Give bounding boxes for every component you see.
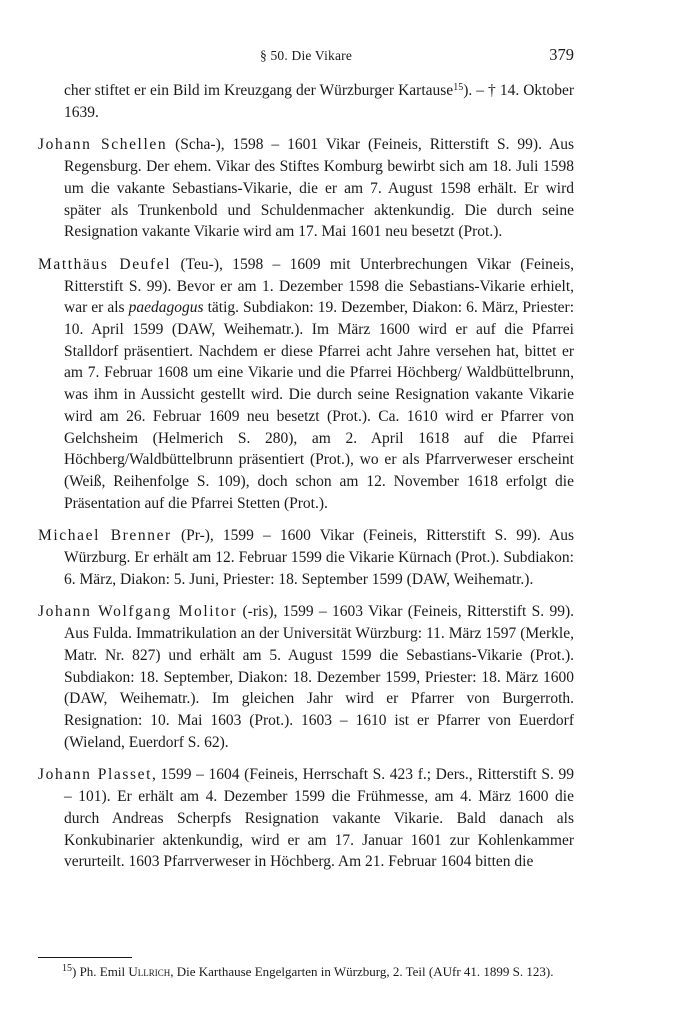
footnote: [38, 963, 598, 982]
footnote-author: Ullrich: [128, 964, 171, 979]
entry-name: Johann Wolfgang Molitor: [38, 603, 238, 621]
entry-text: tätig. Subdiakon: 19. Dezember, Diakon: 6. März, Priester: 10. April 1599 (DAW, Weihematr.). Im März 1600 wird er auf die Pfarrei Stalldorf präsentiert. Nachdem er diese Pfarrei acht Jahre versehen hat, bittet er am 7. Februar 1608 um eine Vikarie und die Pfarrei Höchberg/ Waldbüttelbrunn, was ihm in Aussicht gestellt wird. Die durch seine Resignation vakante Vikarie wird am 26. Februar 1609 neu besetzt (Prot.). Ca. 1610 wird er Pfarrer von Gelchsheim (Helmerich S. 280), am 2. April 1618 auf die Pfarrei Höchberg/Waldbüttelbrunn präsentiert (Prot.), wo er als Pfarrverweser erscheint (Weiß, Reihenfolge S. 109), doch schon am 12. November 1618 erfolgt die Präsentation auf die Pfarrei Stetten (Prot.).: [64, 299, 575, 512]
page-header: [38, 44, 574, 64]
entry-italic-term: paedagogus: [128, 299, 204, 317]
entry-text: (Teu-), 1598 – 1609 mit Unterbrechungen Vikar (Feineis, Ritterstift S. 99). Bevor er am 1. Dezember 1598 die Sebastians-Vikarie erhielt, war er als: [64, 255, 575, 317]
page-number: 379: [549, 45, 574, 64]
footnote-marker: 15: [62, 963, 72, 974]
entry-deufel: [38, 254, 574, 514]
entry-text: (Scha-), 1598 – 1601 Vikar (Feineis, Ritterstift S. 99). Aus Regensburg. Der ehem. Vikar des Stiftes Komburg bewirbt sich am 18. Juli 1598 um die vakante Sebastians-Vikarie, die er am 7. August 1598 erhält. Er wird später als Trunkenbold und Schuldenmacher aktenkundig. Die durch seine Resignation vakante Vikarie wird am 17. Mai 1601 neu besetzt (Prot.).: [64, 136, 574, 241]
footnote-reference: 15: [453, 82, 464, 93]
entry-name: Michael Brenner: [38, 527, 172, 545]
continuation-paragraph: [38, 80, 574, 123]
page-body: [38, 80, 574, 884]
continuation-text-a: cher stiftet er ein Bild im Kreuzgang der Würzburger Kartause: [64, 82, 454, 99]
entry-schellen: [38, 134, 574, 243]
footnote-divider: [38, 957, 132, 958]
entry-brenner: [38, 525, 574, 590]
entry-name: Johann Plasset: [38, 766, 153, 784]
continuation-text-b: ). – † 14. Oktober 1639.: [64, 82, 575, 121]
running-head: § 50. Die Vikare: [259, 48, 353, 63]
entry-text: (-ris), 1599 – 1603 Vikar (Feineis, Ritterstift S. 99). Aus Fulda. Immatrikulation an der Universität Würzburg: 11. März 1597 (Merkle, Matr. Nr. 827) und erhält am 5. August 1599 die Sebastians-Vikarie (Prot.). Subdiakon: 18. September, Diakon: 18. Dezember 1599, Priester: 18. März 1600 (DAW, Weihematr.). Im gleichen Jahr wird er Pfarrer von Burgerroth. Resignation: 10. Mai 1603 (Prot.). 1603 – 1610 ist er Pfarrer von Euerdorf (Wieland, Euerdorf S. 62).: [64, 603, 574, 751]
entry-name: Matthäus Deufel: [38, 255, 172, 273]
entry-name: Johann Schellen: [38, 136, 168, 154]
footnote-text-a: ) Ph. Emil: [72, 964, 129, 979]
entry-text: (Pr-), 1599 – 1600 Vikar (Feineis, Ritterstift S. 99). Aus Würzburg. Er erhält am 12. Februar 1599 die Vikarie Kürnach (Prot.). Subdiakon: 6. März, Diakon: 5. Juni, Priester: 18. September 1599 (DAW, Weihematr.).: [64, 527, 574, 588]
entry-text: , 1599 – 1604 (Feineis, Herrschaft S. 423 f.; Ders., Ritterstift S. 99 – 101). Er erhält am 4. Dezember 1599 die Frühmesse, am 4. März 1600 die durch Andreas Scherpfs Resignation vakante Vikarie. Bald danach als Konkubinarier aktenkundig, wird er am 17. Januar 1601 zur Kohlenkammer verurteilt. 1603 Pfarrverweser in Höchberg. Am 21. Februar 1604 bitten die: [64, 766, 574, 871]
footnote-text-b: , Die Karthause Engelgarten in Würzburg, 2. Teil (AUfr 41. 1899 S. 123).: [170, 964, 554, 979]
entry-plasset: [38, 764, 574, 873]
entry-molitor: [38, 601, 574, 753]
